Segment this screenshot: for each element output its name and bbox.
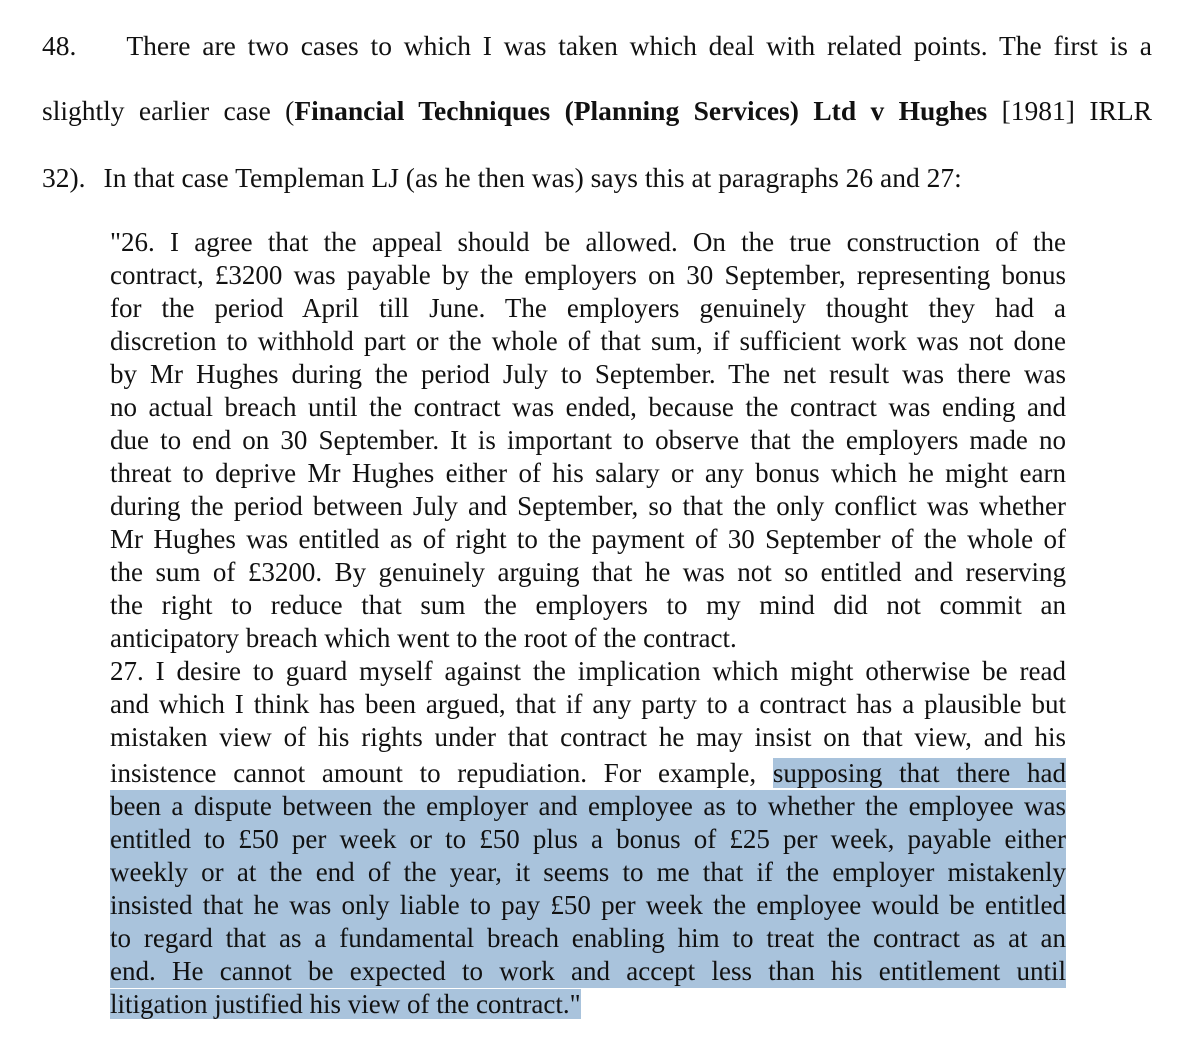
quote-line: Mr Hughes was entitled as of right to the payment of 30 September of the whole of — [110, 524, 1066, 554]
paragraph-48-line-1 — [42, 30, 1152, 62]
paragraph-text: There are two cases to which I was taken which deal with related points. The first is a — [126, 30, 1152, 61]
highlighted-text: supposing that there had — [772, 758, 1066, 788]
quote-line: discretion to withhold part or the whole of that sum, if sufficient work was not done — [110, 326, 1066, 356]
quote-line: by Mr Hughes during the period July to September. The net result was there was — [110, 359, 1066, 389]
highlighted-quote-line: insisted that he was only liable to pay £50 per week the employee would be entitled — [110, 890, 1066, 920]
paragraph-text: 32). — [42, 162, 86, 193]
highlighted-text: litigation justified his view of the contract." — [110, 989, 581, 1019]
quote-line: threat to deprive Mr Hughes either of his salary or any bonus which he might earn — [110, 458, 1066, 488]
quote-line: due to end on 30 September. It is important to observe that the employers made no — [110, 425, 1066, 455]
highlighted-quote-line: been a dispute between the employer and employee as to whether the employee was — [110, 791, 1066, 821]
highlighted-quote-line — [110, 988, 1066, 1021]
quote-line: the right to reduce that sum the employers to my mind did not commit an — [110, 590, 1066, 620]
highlighted-quote-line: to regard that as a fundamental breach enabling him to treat the contract as at an — [110, 923, 1066, 953]
case-citation-name: Financial Techniques (Planning Services) Ltd v Hughes — [294, 95, 988, 126]
quote-line — [110, 757, 1066, 790]
paragraph-number: 48. — [42, 30, 77, 61]
quote-line: and which I think has been argued, that if any party to a contract has a plausible but — [110, 689, 1066, 719]
quote-line: for the period April till June. The employers genuinely thought they had a — [110, 293, 1066, 323]
paragraph-text: slightly earlier case ( — [42, 95, 295, 126]
quote-line: the sum of £3200. By genuinely arguing that he was not so entitled and reserving — [110, 557, 1066, 587]
quote-line: "26. I agree that the appeal should be allowed. On the true construction of the — [110, 227, 1066, 257]
quote-line: 27. I desire to guard myself against the implication which might otherwise be read — [110, 656, 1066, 686]
quote-line: anticipatory breach which went to the root of the contract. — [110, 623, 737, 653]
paragraph-48-line-2 — [42, 95, 1152, 127]
quote-text: insistence cannot amount to repudiation. For example, — [110, 758, 773, 788]
quote-line: mistaken view of his rights under that contract he may insist on that view, and his — [110, 722, 1066, 752]
quote-line: during the period between July and September, so that the only conflict was whether — [110, 491, 1066, 521]
paragraph-text: [1981] IRLR — [987, 95, 1152, 126]
quote-line: no actual breach until the contract was ended, because the contract was ending and — [110, 392, 1066, 422]
paragraph-48-line-3 — [42, 162, 962, 194]
paragraph-text: In that case Templeman LJ (as he then was) says this at paragraphs 26 and 27: — [103, 162, 962, 193]
quote-line: contract, £3200 was payable by the employers on 30 September, representing bonus — [110, 260, 1066, 290]
highlighted-quote-line: weekly or at the end of the year, it seems to me that if the employer mistakenly — [110, 857, 1066, 887]
highlighted-quote-line: end. He cannot be expected to work and accept less than his entitlement until — [110, 956, 1066, 986]
highlighted-quote-line: entitled to £50 per week or to £50 plus a bonus of £25 per week, payable either — [110, 824, 1066, 854]
